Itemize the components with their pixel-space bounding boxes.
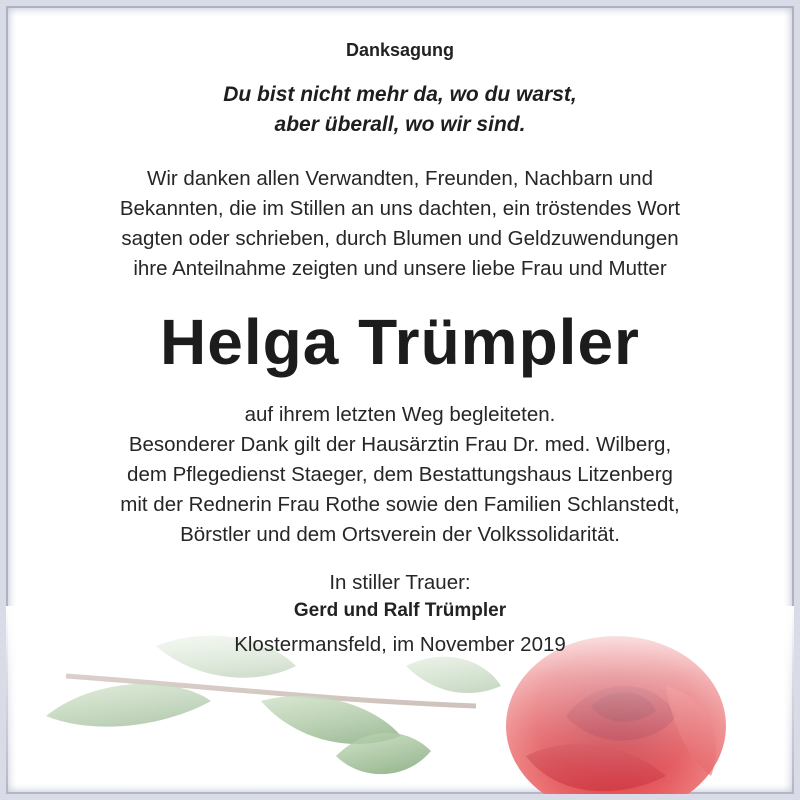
place-and-date: Klostermansfeld, im November 2019 — [234, 633, 566, 656]
motto-line: Du bist nicht mehr da, wo du warst, — [223, 83, 577, 106]
thanks-line: Bekannten, die im Stillen an uns dachten, ein tröstendes Wort — [119, 197, 681, 220]
thanks-line: Wir danken allen Verwandten, Freunden, Nachbarn und — [147, 167, 653, 190]
thanks-line: sagten oder schrieben, durch Blumen und Geldzuwendungen — [121, 227, 679, 250]
signers: Gerd und Ralf Trümpler — [293, 600, 507, 621]
special-thanks-line: Besonderer Dank gilt der Hausärztin Frau Dr. med. Wilberg, — [128, 433, 672, 456]
motto-line: aber überall, wo wir sind. — [274, 113, 526, 136]
deceased-name: Helga Trümpler — [160, 306, 640, 378]
motto-quote — [26, 80, 774, 140]
special-thanks-paragraph — [26, 400, 774, 550]
special-thanks-line: dem Pflegedienst Staeger, dem Bestattungshaus Litzenberg — [127, 463, 673, 486]
special-thanks-line: Börstler und dem Ortsverein der Volkssolidarität. — [180, 523, 620, 546]
special-thanks-line: mit der Rednerin Frau Rothe sowie den Familien Schlanstedt, — [120, 493, 680, 516]
thanks-line: ihre Anteilnahme zeigten und unsere liebe Frau und Mutter — [133, 257, 667, 280]
special-thanks-line: auf ihrem letzten Weg begleiteten. — [244, 403, 556, 426]
thanks-paragraph — [26, 164, 774, 284]
mourning-line: In stiller Trauer: — [329, 571, 471, 594]
notice-heading: Danksagung — [345, 40, 455, 60]
